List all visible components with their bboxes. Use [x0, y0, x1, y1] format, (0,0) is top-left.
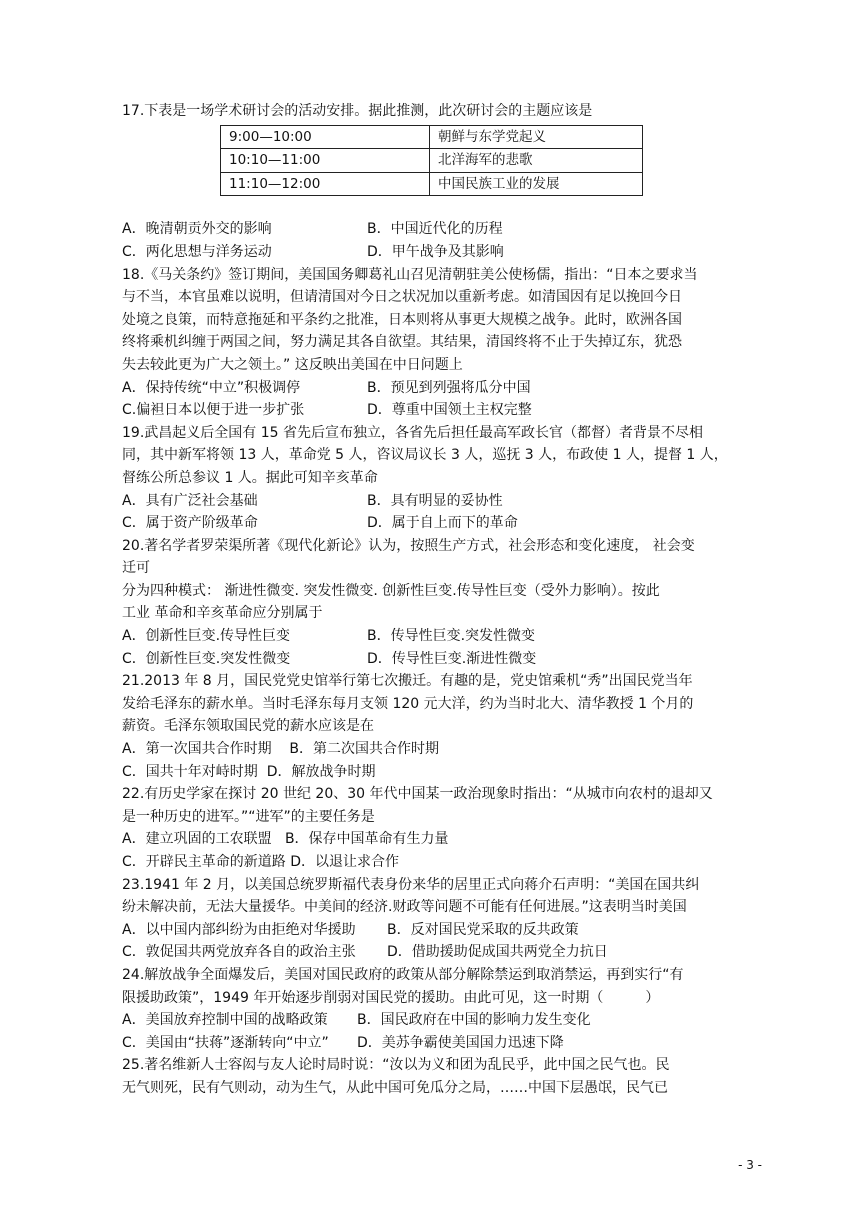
option-d: D．以退让求合作 [290, 854, 400, 870]
option-a: A．建立巩固的工农联盟 [122, 831, 272, 848]
q22-options-row-1 [122, 828, 742, 851]
option-b: B．反对国民党采取的反共政策 [387, 921, 579, 938]
q18-line: 处境之良策，而特意拖延和平条约之批准，日本则将从事更大规模之战争。此时，欧洲各国 [122, 311, 682, 328]
schedule-topic: 朝鲜与东学党起义 [430, 125, 643, 149]
option-a: A．以中国内部纠纷为由拒绝对华援助 [122, 921, 356, 938]
q25-line: 25.著名维新人士容闳与友人论时局时说：“汝以为义和团为乱民乎，此中国之民气也。民 [122, 1057, 670, 1074]
q21-options-row-2 [122, 761, 742, 784]
q21-options-row-1 [122, 738, 742, 761]
q24-line: 24.解放战争全面爆发后，美国对国民政府的政策从部分解除禁运到取消禁运，再到实行“有 [122, 966, 684, 983]
option-b: B．预见到列强将瓜分中国 [367, 379, 531, 396]
q18-line: 与不当，本官虽难以说明，但请清国对今日之状况加以重新考虑。如清国因有足以挽回今日 [122, 289, 682, 306]
option-c: C．敦促国共两党放弃各自的政治主张 [122, 944, 356, 961]
option-b: B．国民政府在中国的影响力发生变化 [357, 1012, 591, 1029]
q23-options-row-2 [122, 941, 742, 964]
option-c: C.偏袒日本以便于进一步扩张 [122, 402, 305, 419]
q23-options-row-1 [122, 919, 742, 942]
table-row [221, 172, 643, 196]
q18-options-row-1 [122, 377, 742, 400]
option-c: C．两化思想与洋务运动 [122, 243, 272, 260]
q22-line: 是一种历史的进军。”“进军”的主要任务是 [122, 808, 375, 825]
exam-page [122, 100, 742, 1100]
q22-options-row-2 [122, 851, 742, 874]
option-c: C．国共十年对峙时期 [122, 763, 258, 780]
option-d: D．借助援助促成国共两党全力抗日 [387, 944, 608, 961]
option-c: C．创新性巨变.突发性微变 [122, 650, 291, 667]
page-number: - 3 - [738, 1158, 762, 1172]
option-a: A．具有广泛社会基础 [122, 492, 258, 509]
option-a: A．第一次国共合作时期 [122, 741, 272, 758]
option-d: D．甲午战争及其影响 [367, 243, 504, 260]
option-d: D．属于自上而下的革命 [367, 515, 518, 532]
q19-options-row-2 [122, 512, 742, 535]
q17-stem: 17.下表是一场学术研讨会的活动安排。据此推测，此次研讨会的主题应该是 [122, 103, 593, 119]
option-b: B．中国近代化的历程 [367, 221, 503, 238]
table-row [221, 149, 643, 173]
q20-line: 工业 革命和辛亥革命应分别属于 [122, 605, 323, 622]
q20-options-row-1 [122, 625, 742, 648]
option-b: B．保存中国革命有生力量 [284, 831, 449, 848]
q20-line: 迁可 [122, 560, 150, 577]
q18-options-row-2 [122, 399, 742, 422]
option-b: B．具有明显的妥协性 [367, 492, 503, 509]
option-d: D．美苏争霸使美国国力迅速下降 [357, 1034, 564, 1051]
q22-line: 22.有历史学家在探讨 20 世纪 20、30 年代中国某一政治现象时指出：“从城市向农村的退却又 [122, 786, 713, 803]
q18-line: 终将乘机纠缠于两国之间，努力满足其各自欲望。其结果，清国终将不止于失掉辽东，犹恐 [122, 334, 682, 351]
option-c: C．属于资产阶级革命 [122, 515, 258, 532]
q17-options-row-1 [122, 218, 742, 241]
q23-line: 23.1941 年 2 月，以美国总统罗斯福代表身份来华的居里正式向蒋介石声明：“美国在国共纠 [122, 876, 700, 893]
q24-line: 限援助政策”，1949 年开始逐步削弱对国民党的援助。由此可见，这一时期（ ） [122, 989, 660, 1006]
option-d: D．尊重中国领土主权完整 [367, 402, 532, 419]
q21-line: 薪资。毛泽东领取国民党的薪水应该是在 [122, 718, 374, 735]
q23-line: 纷未解决前，无法大量援华。中美间的经济.财政等问题不可能有任何进展。”这表明当时美国 [122, 899, 687, 916]
q24-options-row-1 [122, 1009, 742, 1032]
option-a: A．保持传统“中立”积极调停 [122, 379, 301, 396]
schedule-table [220, 125, 643, 197]
schedule-topic: 北洋海军的悲歌 [430, 149, 643, 173]
q19-line: 同，其中新军将领 13 人，革命党 5 人，咨议局议长 3 人，巡抚 3 人，布政使 1 人，提督 1 人， [122, 447, 728, 464]
q19-options-row-1 [122, 490, 742, 513]
option-a: A．创新性巨变.传导性巨变 [122, 628, 291, 645]
q19-line: 督练公所总参议 1 人。据此可知辛亥革命 [122, 469, 378, 486]
q21-line: 21.2013 年 8 月，国民党党史馆举行第七次搬迁。有趣的是，党史馆乘机“秀”出国民党当年 [122, 673, 693, 690]
table-row [221, 125, 643, 149]
q20-line: 分为四种模式： 渐进性微变. 突发性微变. 创新性巨变.传导性巨变（受外力影响）。按此 [122, 582, 660, 599]
schedule-time: 11:10—12:00 [221, 172, 430, 196]
schedule-time: 9:00—10:00 [221, 125, 430, 149]
schedule-topic: 中国民族工业的发展 [430, 172, 643, 196]
option-b: B．传导性巨变.突发性微变 [367, 628, 536, 645]
option-a: A．晚清朝贡外交的影响 [122, 221, 272, 238]
option-c: C．美国由“扶蒋”逐渐转向“中立” [122, 1034, 329, 1051]
option-b: B．第二次国共合作时期 [289, 741, 439, 758]
q17-options-row-2 [122, 241, 742, 264]
q20-line: 20.著名学者罗荣渠所著《现代化新论》认为，按照生产方式，社会形态和变化速度， 社会变 [122, 537, 695, 554]
q24-options-row-2 [122, 1032, 742, 1055]
q25-line: 无气则死，民有气则动，动为生气，从此中国可免瓜分之局，……中国下层愚氓，民气已 [122, 1079, 668, 1096]
schedule-time: 10:10—11:00 [221, 149, 430, 173]
q18-line: 失去较此更为广大之领土。” 这反映出美国在中日问题上 [122, 356, 463, 373]
q19-line: 19.武昌起义后全国有 15 省先后宣布独立，各省先后担任最高军政长官（都督）者背景不尽相 [122, 424, 703, 441]
option-a: A．美国放弃控制中国的战略政策 [122, 1012, 328, 1029]
q20-options-row-2 [122, 648, 742, 671]
option-d: D．传导性巨变.渐进性微变 [367, 650, 537, 667]
option-c: C．开辟民主革命的新道路 [122, 854, 286, 870]
q18-line: 18.《马关条约》签订期间，美国国务卿葛礼山召见清朝驻美公使杨儒，指出：“日本之要求当 [122, 266, 698, 283]
option-d: D．解放战争时期 [266, 763, 376, 780]
q21-line: 发给毛泽东的薪水单。当时毛泽东每月支领 120 元大洋，约为当时北大、清华教授 1 个月的 [122, 695, 694, 712]
